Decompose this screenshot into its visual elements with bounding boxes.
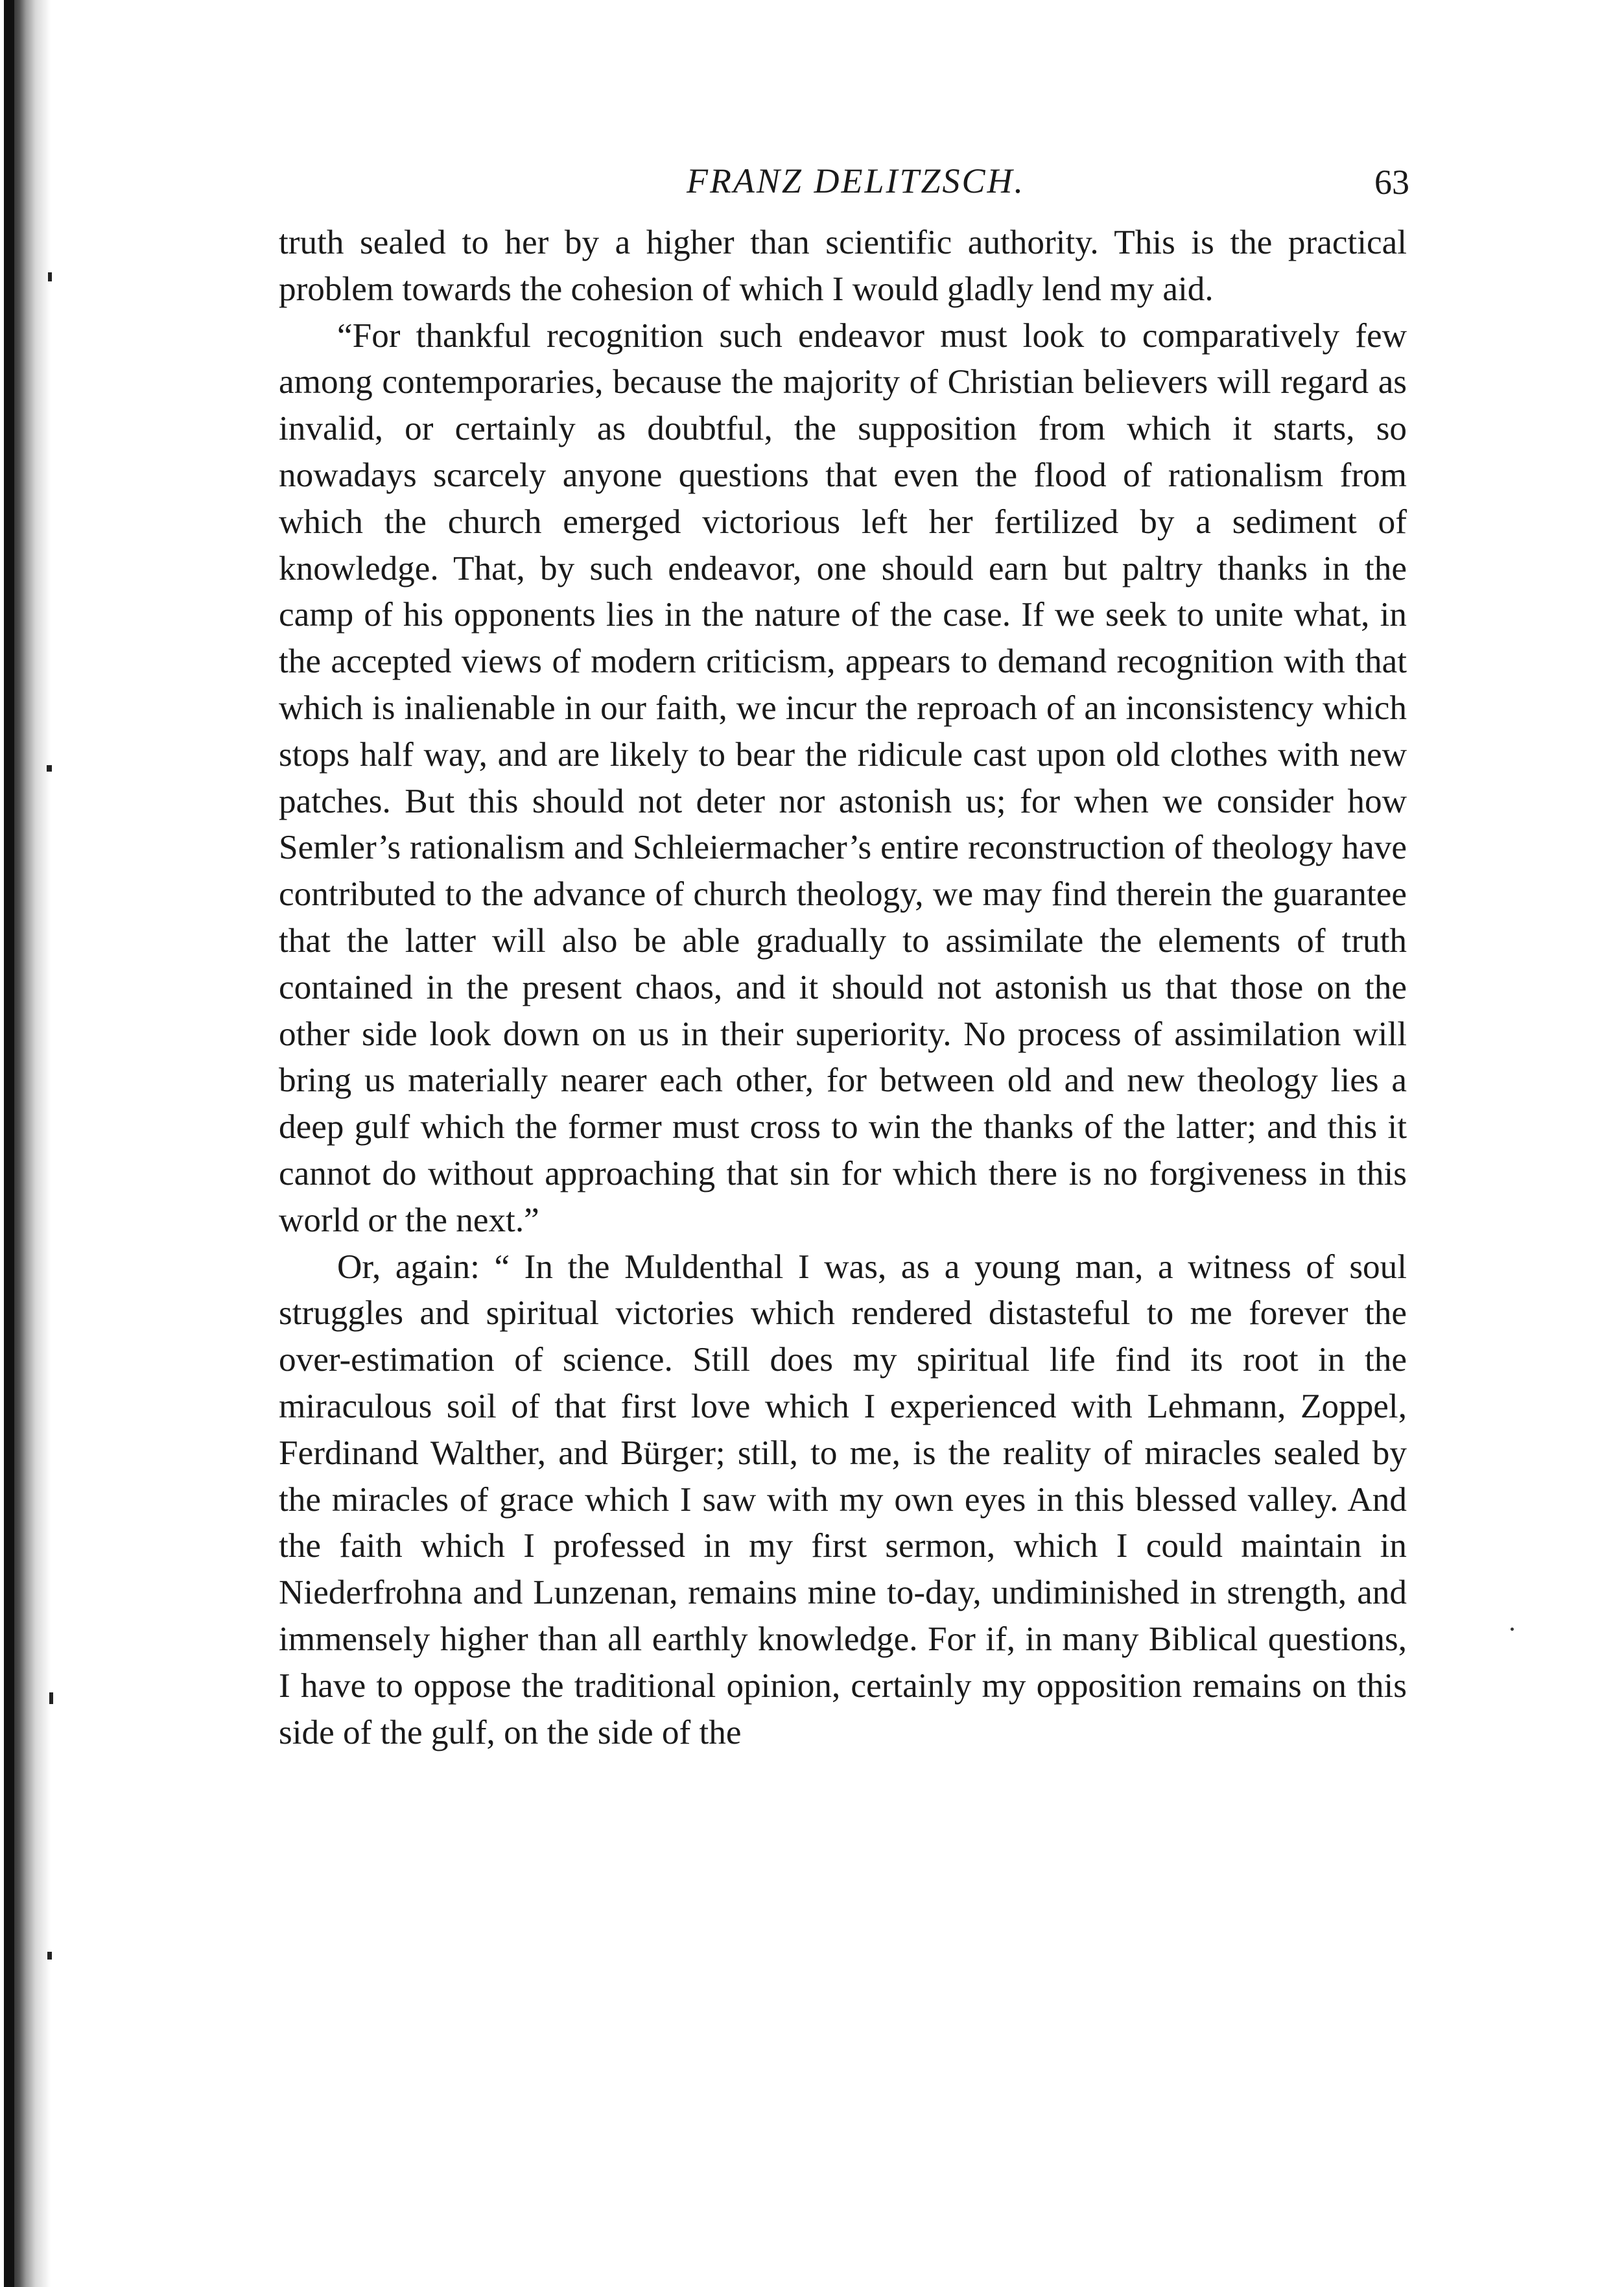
binding-speck: [47, 1952, 52, 1960]
page-number: 63: [1374, 163, 1409, 202]
ink-speck: [1511, 1628, 1514, 1631]
body-text: [279, 219, 1407, 1755]
binding-speck: [49, 1692, 53, 1704]
running-head-title: FRANZ DELITZSCH.: [686, 161, 1026, 200]
paragraph-continuation: truth sealed to her by a higher than scientific authority. This is the practical problem towards the cohesion of which I would gladly lend my aid.: [279, 223, 1407, 308]
binding-speck: [48, 272, 52, 281]
paragraph-quotation: “For thankful recognition such endeavor must look to comparatively few among contemporaries, because the majority of Christian believers will regard as invalid, or certainly as doubtful, the supposition from which it starts, so nowadays scarcely anyone questions that even the flood of rationalism from which the church emerged victorious left her fertilized by a sediment of knowledge. That, by such endeavor, one should earn but paltry thanks in the camp of his opponents lies in the nature of the case. If we seek to unite what, in the accepted views of modern criticism, appears to demand recognition with that which is inalienable in our faith, we incur the reproach of an inconsistency which stops half way, and are likely to bear the ridicule cast upon old clothes with new patches. But this should not deter nor astonish us; for when we consider how Semler’s rationalism and Schleiermacher’s entire reconstruction of theology have contributed to the advance of church theology, we may find therein the guarantee that the latter will also be able gradually to assimilate the elements of truth contained in the present chaos, and it should not astonish us that those on the other side look down on us in their superiority. No process of assimilation will bring us materially nearer each other, for between old and new theology lies a deep gulf which the former must cross to win the thanks of the latter; and this it cannot do without approaching that sin for which there is no forgiveness in this world or the next.”: [279, 316, 1407, 1239]
book-page: [279, 161, 1407, 1755]
running-head: [279, 161, 1407, 219]
binding-speck: [47, 765, 52, 772]
page-binding-edge: [0, 0, 51, 2287]
paragraph-second-quotation: Or, again: “ In the Muldenthal I was, as a young man, a witness of soul struggles and spiritual victories which rendered distasteful to me forever the over-estimation of science. Still does my spiritual life find its root in the miraculous soil of that first love which I experienced with Lehmann, Zoppel, Ferdinand Walther, and Bürger; still, to me, is the reality of miracles sealed by the miracles of grace which I saw with my own eyes in this blessed valley. And the faith which I professed in my first sermon, which I could maintain in Niederfrohna and Lunzenan, remains mine to-day, undiminished in strength, and immensely higher than all earthly knowledge. For if, in many Biblical questions, I have to oppose the traditional opinion, certainly my opposition remains on this side of the gulf, on the side of the: [279, 1247, 1407, 1751]
